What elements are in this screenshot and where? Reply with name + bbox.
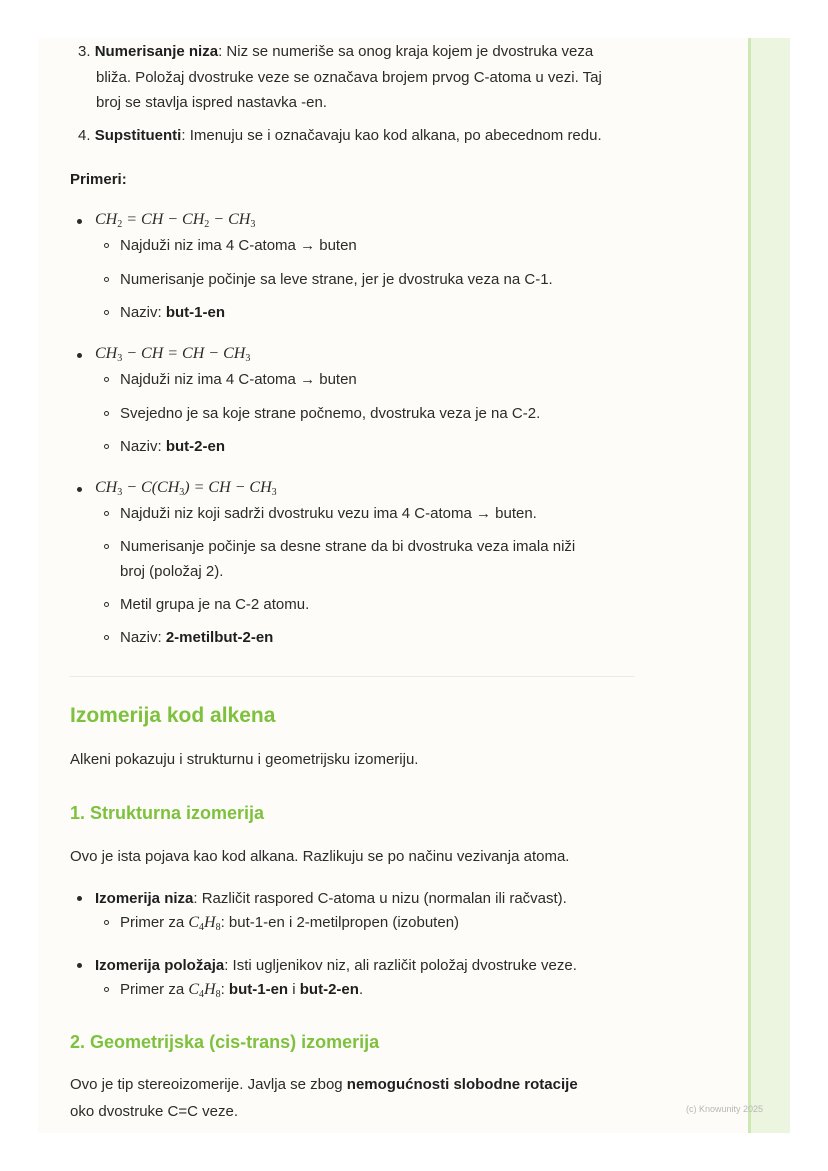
example-izomerija-polozaja: Primer za $C_4H_8$: but-1-en i but-2-en. — [120, 981, 364, 1000]
list-number: 3. — [78, 43, 91, 60]
sub-bullet — [104, 377, 109, 382]
subsection-title-structural: 1. Strukturna izomerija — [70, 803, 265, 823]
bullet — [77, 487, 82, 492]
section-title: Izomerija kod alkena — [70, 704, 276, 727]
paragraph-line-1: Ovo je tip stereoizomerije. Javlja se zbog nemogućnosti slobodne rotacije — [70, 1076, 578, 1093]
subsection-intro: Ovo je ista pojava kao kod alkana. Razlikuju se po načinu vezivanja atoma. — [70, 848, 570, 865]
list-item: Najduži niz koji sadrži dvostruku vezu ima 4 C-atoma → buten. — [120, 505, 537, 522]
list-item: Metil grupa je na C-2 atomu. — [120, 596, 310, 613]
bullet — [77, 963, 82, 968]
list-item-3-line3: broj se stavlja ispred nastavka -en. — [96, 94, 327, 111]
sub-bullet — [104, 511, 109, 516]
term-numerisanje-niza: Numerisanje niza — [94, 43, 219, 60]
list-number: 4. — [78, 127, 91, 144]
name-line: Naziv: but-2-en — [120, 438, 226, 455]
list-text: : Niz se numeriše sa onog kraja kojem je dvostruka veza — [218, 43, 594, 60]
list-text: : Imenuju se i označavaju kao kod alkana, po abecednom redu. — [181, 127, 602, 144]
sub-bullet — [104, 277, 109, 282]
list-item-3 — [78, 40, 593, 64]
list-item-4 — [78, 124, 602, 148]
list-item: Najduži niz ima 4 C-atoma → buten — [120, 371, 357, 388]
sub-bullet — [104, 602, 109, 607]
sub-bullet — [104, 444, 109, 449]
bullet — [77, 353, 82, 358]
example-izomerija-niza: Primer za $C_4H_8$: but-1-en i 2-metilpropen (izobuten) — [120, 914, 460, 933]
list-item-continued: broj (položaj 2). — [120, 563, 224, 580]
list-item-izomerija-polozaja: Izomerija položaja: Isti ugljenikov niz, ali različit položaj dvostruke veze. — [95, 957, 577, 974]
compound-name: 2-metilbut-2-en — [165, 629, 274, 646]
sub-bullet — [104, 411, 109, 416]
sub-bullet — [104, 243, 109, 248]
sidebar-rule — [748, 38, 751, 1133]
compound-name: but-2-en — [165, 438, 226, 455]
sidebar-margin — [748, 38, 790, 1133]
name-line: Naziv: but-1-en — [120, 304, 226, 321]
list-item: Svejedno je sa koje strane počnemo, dvostruka veza je na C-2. — [120, 405, 541, 422]
term-supstituenti: Supstituenti — [94, 127, 182, 144]
formula-but-1-en: $CH_2$ = CH − $CH_2 - CH_3$ — [95, 211, 256, 230]
section-intro: Alkeni pokazuju i strukturnu i geometrijsku izomeriju. — [70, 751, 419, 768]
bullet — [77, 219, 82, 224]
list-item-izomerija-niza: Izomerija niza: Različit raspored C-atoma u nizu (normalan ili račvast). — [95, 890, 567, 907]
bullet — [77, 896, 82, 901]
divider — [70, 676, 634, 677]
sub-bullet — [104, 544, 109, 549]
name-line: Naziv: 2-metilbut-2-en — [120, 629, 274, 646]
list-item: Numerisanje počinje sa leve strane, jer je dvostruka veza na C-1. — [120, 271, 553, 288]
formula-but-2-en: $CH_3$ − CH = CH − $CH_3$ — [95, 345, 251, 364]
sub-bullet — [104, 920, 109, 925]
paragraph-line-2: oko dvostruke C=C veze. — [70, 1103, 238, 1120]
subsection-title-geometric: 2. Geometrijska (cis-trans) izomerija — [70, 1032, 380, 1052]
list-item-3-line2: bliža. Položaj dvostruke veze se označava brojem prvog C-atoma u vezi. Taj — [96, 69, 602, 86]
examples-heading: Primeri: — [70, 171, 127, 188]
sub-bullet — [104, 987, 109, 992]
formula-2-metilbut-2-en: $CH_3 - C(CH_3)$ = CH − $CH_3$ — [95, 479, 277, 498]
watermark: (c) Knowunity 2025 — [686, 1104, 764, 1114]
list-item: Numerisanje počinje sa desne strane da bi dvostruka veza imala niži — [120, 538, 576, 555]
sub-bullet — [104, 635, 109, 640]
sub-bullet — [104, 310, 109, 315]
compound-name: but-1-en — [165, 304, 226, 321]
list-item: Najduži niz ima 4 C-atoma → buten — [120, 237, 357, 254]
